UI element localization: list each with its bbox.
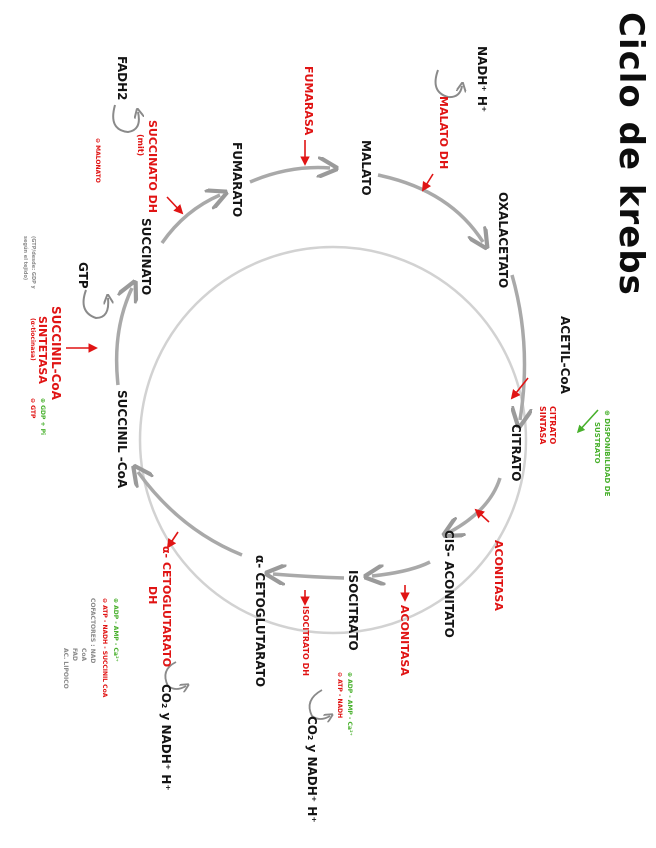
cofactores-label: COFACTORES : NAD [89,598,96,664]
regulator-succinil-minus: ⊖ GTP [29,398,36,419]
arrow-citrato-cisaconitato [450,478,500,532]
succinil-note-2: según el tejido) [22,236,28,281]
enzyme-arrow-aconitasa-1 [476,510,489,522]
enzyme-aconitasa-2: ACONITASA [398,605,411,676]
regulator-succinil-plus: ⊕ GDP + Pi [39,398,46,436]
metabolite-succinil-coa: SUCCINIL -CoA [115,390,129,489]
enzyme-succinato-dh: SUCCINATO DH [146,120,159,213]
enzyme-fumarasa: FUMARASA [302,66,315,136]
metabolite-succinato: SUCCINATO [139,218,153,296]
enzyme-a-ceto-dh-1: α- CETOGLUTARATO [160,546,173,668]
enzyme-succinil-sint-3: (α-tiocinasa) [29,318,36,361]
product-co2-nadh-1: CO₂ y NADH⁺ H⁺ [305,716,319,823]
cofactor-ac-lipoico: AC. LIPOICO [62,648,69,689]
enzyme-a-ceto-dh-2: DH [146,586,159,605]
metabolite-acetil-coa: ACETIL-CoA [558,316,572,394]
arrow-isocitrato-cetoglutarato [273,574,344,578]
regulator-citrato-sint-plus-2: SUSTRATO [593,422,601,464]
cofactor-fad: FAD [71,648,78,662]
product-gtp: GTP [76,262,90,289]
arrow-malato-oxalacetato [378,175,483,242]
curl-fadh2 [113,105,139,132]
arrow-cisaconitato-isocitrato [372,562,430,576]
arrow-succinato-fumarato [162,195,220,243]
enzyme-arrow-malato-dh [423,174,433,190]
metabolite-cis-aconitato: CIS- ACONITATO [442,530,456,638]
enzyme-citrato-sintasa-2: SINTASA [538,406,547,445]
product-nadh-top: NADH⁺ H⁺ [475,46,489,113]
cycle-circle [140,247,526,633]
regulator-malonato: ⊖ MALONATO [94,138,101,183]
metabolite-a-cetoglutarato: α- CETOGLUTARATO [253,555,267,688]
enzyme-isocitrato-dh: ISOCITRATO DH [301,606,310,676]
enzyme-arrow-aceto-dh [168,532,178,547]
product-co2-nadh-2: CO₂ y NADH⁺ H⁺ [159,684,173,791]
succinil-note-1: (GTP/desde: GDP y [30,236,36,289]
metabolite-oxalacetato: OXALACETATO [496,192,510,289]
metabolite-fumarato: FUMARATO [230,142,244,218]
arrow-fumarato-malato [250,168,330,182]
regulator-aceto-plus: ⊕ ADP - AMP - Ca²⁺ [112,598,119,662]
page-title: Ciclo de krebs [611,12,651,296]
enzyme-citrato-sintasa-1: CITRATO [548,406,557,445]
curl-gtp [84,290,109,318]
curl-co2-1 [310,690,330,719]
regulator-aceto-minus: ⊖ ATP - NADH - SUCCINIL CoA [101,598,108,698]
cofactor-coa: CoA [80,648,87,662]
enzyme-malato-dh: MALATO DH [437,96,450,170]
regulator-citrato-sint-plus-1: ⊕ DISPONIBILIDAD DE [603,410,611,497]
product-fadh2: FADH2 [115,56,129,101]
regulator-isocitrato-plus: ⊕ ADP - AMP - Ca²⁺ [346,672,353,736]
arrow-oxalacetato-citrato [512,275,525,420]
curl-nadh-top [436,70,462,97]
enzyme-succinil-sint-1: SUCCINIL-CoA [49,306,63,400]
arrow-succinilcoa-succinato [117,288,132,385]
metabolite-malato: MALATO [359,140,373,196]
metabolite-isocitrato: ISOCITRATO [346,570,360,651]
enzyme-aconitasa-1: ACONITASA [492,540,505,611]
enzyme-succinil-sint-2: SINTETASA [36,316,49,384]
metabolite-citrato: CITRATO [509,424,523,482]
regulator-isocitrato-minus: ⊖ ATP - NADH [336,672,343,719]
enzyme-succinato-dh-sub: (mit) [136,134,145,157]
enzyme-arrow-succinato-dh [167,197,182,213]
